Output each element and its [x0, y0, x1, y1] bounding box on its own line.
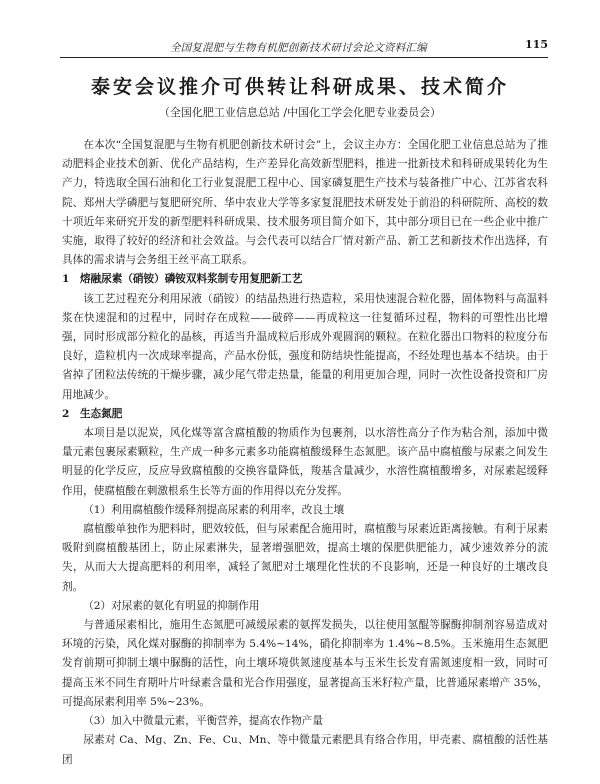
section-1-paragraph: 该工艺过程充分利用尿液（硝铵）的结晶热进行热造粒，采用快速混合粒化器，固体物料与高温料浆在快速混和的过程中，同时存在成粒——破碎——再成粒这一往复循环过程，物料的可塑性出比增强，同时形成部分粒化的晶核，再适当升温成粒后形成外观圆润的颗粒。在粒化器出口物料的粒度分布良好，造粒机内一次成球率提高，产品水份低，强度和防结块性能提高，不经处理也基本不结块。由于省掉了团粒法传统的干燥步骤，减少尾气带走热量，能量的利用更加合理，同时一次性设备投资和厂房用地减少。 — [62, 292, 548, 401]
section-2-paragraph: 本项目是以泥炭，风化煤等富含腐植酸的物质作为包裹剂，以水溶性高分子作为粘合剂，添加中微量元素包裹尿素颗粒，生产成一种多元素多功能腐植酸缓释生态氮肥。该产品中腐植酸与尿素之间发生明显的化学反应，反应导致腐植酸的交换容量降低，羧基含量减少，水溶性腐植酸增多，对尿素起缓释作用，使腐植酸在刺激根系生长等方面的作用得以充分发挥。 — [62, 427, 548, 497]
article-byline: （全国化肥工业信息总站 /中国化工学会化肥专业委员会） — [158, 106, 442, 119]
article-title: 泰安会议推介可供转让科研成果、技术简介 — [90, 76, 509, 98]
page-number: 115 — [525, 38, 548, 51]
running-header — [60, 40, 548, 58]
subsection-2-paragraph: 与普通尿素相比，施用生态氮肥可减缓尿素的氨挥发损失，以往使用氢醌等脲酶抑制剂容易造成对环境的污染，风化煤对脲酶的抑制率为 5.4%~14%，硝化抑制率为 1.4%~8.5%。玉米施用生态氮肥发育前期可抑制土壤中脲酶的活性，向土壤环境供氮速度基本与玉米生长发育需氮速度相一致，同时可提高玉米不同生育期叶片叶绿素含量和光合作用强度，显著提高玉米籽粒产量，比普通尿素增产 35%，可提高尿素利用率 5%~23%。 — [62, 619, 548, 708]
section-2-heading: 2 生态氮肥 — [62, 407, 123, 420]
subsection-3-paragraph: 尿素对 Ca、Mg、Zn、Fe、Cu、Mn、等中微量元素肥具有络合作用，甲壳素、腐植酸的活性基团 — [62, 734, 548, 766]
subsection-1-paragraph: 腐植酸单独作为肥料时，肥效较低，但与尿素配合施用时，腐植酸与尿素近距离接触。有利于尿素吸附到腐植酸基团上，防止尿素淋失，显著增强肥效，提高土壤的保肥供肥能力，减少速效养分的流失，从而大大提高肥料的利用率，减轻了氮肥对土壤理化性状的不良影响，还是一种良好的土壤改良剂。 — [62, 523, 548, 593]
article-body — [62, 136, 548, 770]
section-1-heading: 1 熔融尿素（硝铵）磷铵双料浆制专用复肥新工艺 — [62, 273, 303, 286]
intro-paragraph: 在本次“全国复混肥与生物有机肥创新技术研讨会”上，会议主办方：全国化肥工业信息总站为了推动肥料企业技术创新、优化产品结构，生产差异化高效新型肥料，推进一批新技术和科研成果转化为生产力，特选取全国石油和化工行业复混肥工程中心、国家磷复肥生产技术与装备推广中心、江苏省农科院、郑州大学磷肥与复肥研究所、华中农业大学等多家复混肥技术研发处于前沿的科研院所、高校的数十项近年来研究开发的新型肥料科研成果、技术服务项目简介如下，其中部分项目已在一些企业中推广实施，取得了较好的经济和社会效益。与会代表可以结合厂情对新产品、新工艺和新技术作出选择，有具体的需求请与会务组王丝平高工联系。 — [62, 139, 548, 267]
subsection-1-heading: （1）利用腐植酸作缓释剂提高尿素的利用率，改良土壤 — [83, 503, 345, 516]
running-title: 全国复混肥与生物有机肥创新技术研讨会论文资料汇编 — [170, 42, 427, 54]
subsection-2-heading: （2）对尿素的氨化有明显的抑制作用 — [83, 599, 260, 612]
subsection-3-heading: （3）加入中微量元素，平衡营养，提高农作物产量 — [83, 715, 323, 728]
